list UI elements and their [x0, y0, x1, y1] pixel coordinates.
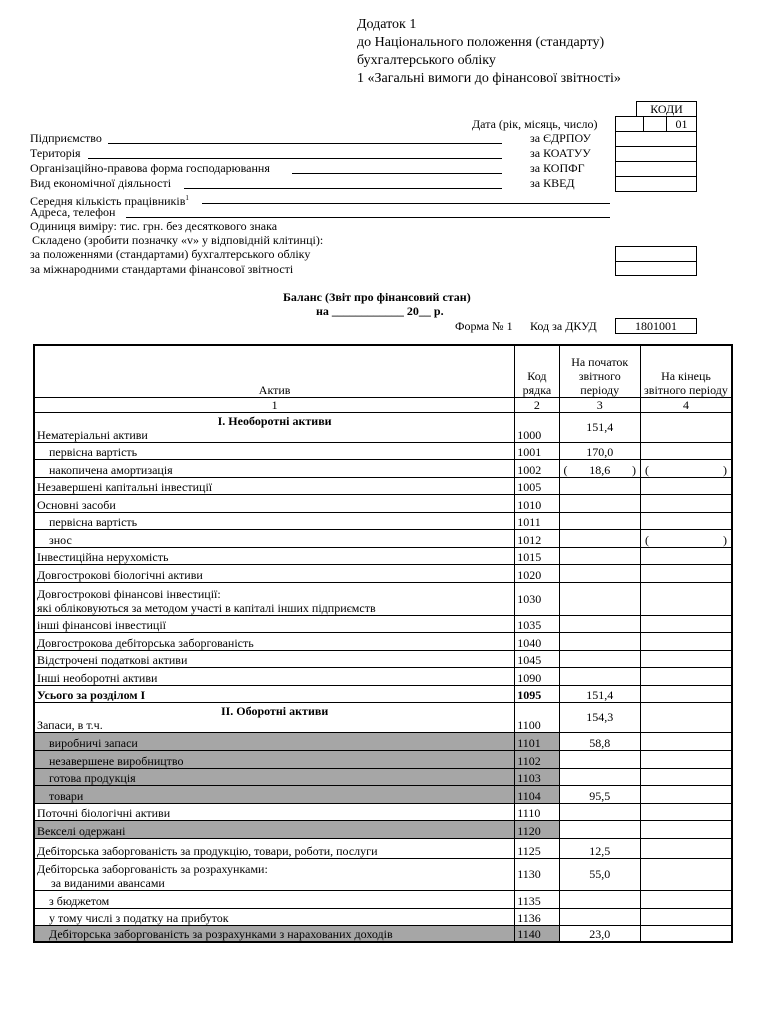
form-number: Форма № 1	[455, 319, 513, 333]
row-code: 1000	[515, 412, 559, 442]
row-code: 1095	[515, 685, 559, 702]
row-label: знос	[34, 529, 515, 547]
by-national-label: за положеннями (стандартами) бухгалтерського обліку	[30, 247, 311, 261]
row-start[interactable]	[559, 667, 640, 685]
table-row	[34, 925, 732, 942]
row-label: Інвестиційна нерухомість	[34, 547, 515, 564]
row-code: 1090	[515, 667, 559, 685]
row-end[interactable]	[640, 785, 732, 803]
row-code: 1101	[515, 732, 559, 750]
address-label: Адреса, телефон	[30, 205, 116, 219]
row-label: товари	[34, 785, 515, 803]
header-code: Код рядка	[515, 345, 559, 397]
row-code: 1012	[515, 529, 559, 547]
row-end[interactable]	[640, 494, 732, 512]
column-number-row	[34, 397, 732, 412]
row-end[interactable]	[640, 547, 732, 564]
row-label: з бюджетом	[34, 890, 515, 908]
table-row	[34, 582, 732, 615]
row-end[interactable]	[640, 820, 732, 838]
table-row	[34, 459, 732, 477]
header-end: На кінець звітного періоду	[640, 345, 732, 397]
row-end[interactable]	[640, 512, 732, 529]
row-code: 1010	[515, 494, 559, 512]
row-label: Дебіторська заборгованість за продукцію, товари, роботи, послуги	[34, 838, 515, 858]
close-paren: )	[631, 462, 636, 477]
header-asset: Актив	[34, 345, 515, 397]
row-label: Відстрочені податкові активи	[34, 650, 515, 667]
row-end[interactable]	[640, 750, 732, 768]
row-start[interactable]: 23,0	[559, 925, 640, 942]
balance-table	[33, 344, 733, 943]
legal-form-field[interactable]	[292, 173, 502, 174]
by-international-label: за міжнародними стандартами фінансової звітності	[30, 262, 294, 276]
row-start[interactable]: 55,0	[559, 858, 640, 890]
row-end[interactable]	[640, 442, 732, 459]
row-code: 1002	[515, 459, 559, 477]
colnum-1: 1	[34, 397, 515, 412]
row-label-line-2: за виданими авансами	[51, 875, 165, 890]
row-code: 1011	[515, 512, 559, 529]
annex-line-1: Додаток 1	[357, 17, 417, 32]
section-2-heading: ІІ. Оборотні активи	[220, 703, 329, 718]
row-label-line-1: Дебіторська заборгованість за розрахунками:	[37, 861, 268, 876]
edrpou-label: за ЄДРПОУ	[530, 131, 592, 145]
row-end[interactable]	[640, 582, 732, 615]
activity-field[interactable]	[184, 188, 502, 189]
row-start[interactable]	[559, 512, 640, 529]
row-start[interactable]	[559, 650, 640, 667]
table-row	[34, 785, 732, 803]
row-start[interactable]	[559, 564, 640, 582]
row-start[interactable]	[559, 768, 640, 785]
by-international-checkbox[interactable]	[615, 261, 697, 276]
employees-footnote: 1	[185, 194, 189, 202]
row-start[interactable]	[559, 477, 640, 494]
activity-label: Вид економічної діяльності	[30, 176, 172, 190]
row-label: Усього за розділом І	[34, 685, 515, 702]
open-paren: (	[644, 462, 649, 477]
row-start[interactable]	[559, 459, 640, 477]
row-label: Довгострокові біологічні активи	[34, 564, 515, 582]
row-end[interactable]	[640, 858, 732, 890]
row-label-text: Нематеріальні активи	[37, 427, 148, 442]
table-row	[34, 477, 732, 494]
codes-header: КОДИ	[636, 101, 697, 117]
row-end[interactable]	[640, 803, 732, 820]
row-start[interactable]: 151,4	[559, 685, 640, 702]
table-row	[34, 820, 732, 838]
row-label: у тому числі з податку на прибуток	[34, 908, 515, 925]
annex-line-4: 1 «Загальні вимоги до фінансової звітності»	[357, 71, 621, 86]
open-paren: (	[563, 462, 568, 477]
table-row	[34, 702, 732, 732]
row-code: 1104	[515, 785, 559, 803]
kved-label: за КВЕД	[530, 176, 575, 190]
row-code: 1103	[515, 768, 559, 785]
row-end[interactable]	[640, 412, 732, 442]
row-end[interactable]	[640, 685, 732, 702]
row-label: Векселі одержані	[34, 820, 515, 838]
row-code: 1125	[515, 838, 559, 858]
date-year-cell[interactable]	[615, 116, 644, 132]
row-code: 1135	[515, 890, 559, 908]
table-row	[34, 512, 732, 529]
table-row	[34, 803, 732, 820]
table-row	[34, 750, 732, 768]
dkud-label: Код за ДКУД	[530, 319, 597, 333]
row-label	[34, 582, 515, 615]
row-start[interactable]	[559, 615, 640, 632]
open-paren: (	[644, 532, 649, 547]
row-label: Основні засоби	[34, 494, 515, 512]
row-label-line-1: Довгострокові фінансові інвестиції:	[37, 586, 221, 601]
row-label	[34, 702, 515, 732]
row-code: 1030	[515, 582, 559, 615]
row-label: Довгострокова дебіторська заборгованість	[34, 632, 515, 650]
row-end[interactable]	[640, 615, 732, 632]
row-start[interactable]	[559, 494, 640, 512]
row-code: 1102	[515, 750, 559, 768]
row-label	[34, 858, 515, 890]
table-row	[34, 494, 732, 512]
row-end[interactable]	[640, 529, 732, 547]
row-label: виробничі запаси	[34, 732, 515, 750]
row-end[interactable]	[640, 667, 732, 685]
row-end[interactable]	[640, 838, 732, 858]
table-row	[34, 908, 732, 925]
row-end[interactable]	[640, 702, 732, 732]
table-row	[34, 615, 732, 632]
row-end[interactable]	[640, 890, 732, 908]
territory-field[interactable]	[88, 158, 502, 159]
row-label: Поточні біологічні активи	[34, 803, 515, 820]
table-row	[34, 632, 732, 650]
balance-date-line: на ____________ 20__ р.	[316, 304, 444, 318]
date-month-cell[interactable]	[643, 116, 667, 132]
edrpou-code-cell[interactable]	[615, 131, 697, 147]
kopfg-label: за КОПФГ	[530, 161, 585, 175]
row-label: первісна вартість	[34, 512, 515, 529]
row-label-text: Запаси, в т.ч.	[37, 717, 103, 732]
kved-code-cell[interactable]	[615, 176, 697, 192]
row-end[interactable]	[640, 650, 732, 667]
date-label: Дата (рік, місяць, число)	[472, 117, 598, 131]
table-row	[34, 564, 732, 582]
unit-label: Одиниця виміру: тис. грн. без десяткового знака	[30, 219, 278, 233]
row-start[interactable]	[559, 529, 640, 547]
compiled-label: Складено (зробити позначку «v» у відповідній клітинці):	[32, 233, 324, 247]
table-row-total	[34, 685, 732, 702]
row-start[interactable]: 170,0	[559, 442, 640, 459]
row-end[interactable]	[640, 564, 732, 582]
row-end[interactable]	[640, 459, 732, 477]
date-day-cell[interactable]: 01	[666, 116, 697, 132]
close-paren: )	[722, 462, 727, 477]
colnum-4: 4	[640, 397, 732, 412]
dkud-code: 1801001	[615, 318, 697, 334]
row-code: 1136	[515, 908, 559, 925]
table-row	[34, 732, 732, 750]
address-field[interactable]	[126, 217, 610, 218]
table-row	[34, 547, 732, 564]
row-label: первісна вартість	[34, 442, 515, 459]
row-code: 1005	[515, 477, 559, 494]
row-start[interactable]	[559, 803, 640, 820]
row-code: 1130	[515, 858, 559, 890]
row-code: 1035	[515, 615, 559, 632]
row-label: Незавершені капітальні інвестиції	[34, 477, 515, 494]
annex-line-3: бухгалтерського обліку	[357, 53, 496, 68]
employees-text: Середня кількість працівників	[30, 194, 186, 208]
table-header-row	[34, 345, 732, 397]
table-row	[34, 442, 732, 459]
row-end[interactable]	[640, 732, 732, 750]
row-start[interactable]: 95,5	[559, 785, 640, 803]
row-code: 1015	[515, 547, 559, 564]
row-label: Дебіторська заборгованість за розрахунками з нарахованих доходів	[34, 925, 515, 942]
table-row	[34, 890, 732, 908]
table-row	[34, 858, 732, 890]
row-code: 1120	[515, 820, 559, 838]
row-start[interactable]	[559, 908, 640, 925]
row-code: 1140	[515, 925, 559, 942]
annex-header	[357, 16, 621, 88]
row-end[interactable]	[640, 632, 732, 650]
row-start[interactable]	[559, 820, 640, 838]
row-code: 1001	[515, 442, 559, 459]
header-start: На початок звітного періоду	[559, 345, 640, 397]
row-start[interactable]	[559, 750, 640, 768]
row-code: 1040	[515, 632, 559, 650]
row-start-value: 18,6	[589, 462, 611, 477]
colnum-3: 3	[559, 397, 640, 412]
table-row	[34, 529, 732, 547]
by-national-checkbox[interactable]	[615, 246, 697, 262]
table-row	[34, 412, 732, 442]
row-code: 1020	[515, 564, 559, 582]
territory-label: Територія	[30, 146, 81, 160]
koatuu-code-cell[interactable]	[615, 146, 697, 162]
row-label: Інші необоротні активи	[34, 667, 515, 685]
kopfg-code-cell[interactable]	[615, 161, 697, 177]
enterprise-label: Підприємство	[30, 131, 102, 145]
row-start[interactable]: 154,3	[559, 702, 640, 732]
row-start[interactable]: 151,4	[559, 412, 640, 442]
row-label: інші фінансові інвестиції	[34, 615, 515, 632]
row-label	[34, 412, 515, 442]
row-start[interactable]	[559, 582, 640, 615]
row-start[interactable]	[559, 890, 640, 908]
balance-title: Баланс (Звіт про фінансовий стан)	[283, 290, 471, 304]
close-paren: )	[722, 532, 727, 547]
row-end[interactable]	[640, 925, 732, 942]
row-label: готова продукція	[34, 768, 515, 785]
row-end[interactable]	[640, 477, 732, 494]
annex-line-2: до Національного положення (стандарту)	[357, 35, 605, 50]
section-1-heading: І. Необоротні активи	[217, 413, 332, 428]
legal-form-label: Організаційно-правова форма господарювання	[30, 161, 270, 175]
enterprise-field[interactable]	[108, 143, 502, 144]
row-code: 1110	[515, 803, 559, 820]
table-row	[34, 667, 732, 685]
row-end[interactable]	[640, 908, 732, 925]
row-start[interactable]: 12,5	[559, 838, 640, 858]
row-label-line-2: які обліковуються за методом участі в капіталі інших підприємств	[37, 600, 376, 615]
row-start[interactable]: 58,8	[559, 732, 640, 750]
row-code: 1045	[515, 650, 559, 667]
row-code: 1100	[515, 702, 559, 732]
employees-field[interactable]	[202, 203, 610, 204]
row-label: незавершене виробництво	[34, 750, 515, 768]
table-row	[34, 838, 732, 858]
koatuu-label: за КОАТУУ	[530, 146, 591, 160]
table-row	[34, 650, 732, 667]
row-label: накопичена амортизація	[34, 459, 515, 477]
row-start[interactable]	[559, 547, 640, 564]
colnum-2: 2	[515, 397, 559, 412]
table-row	[34, 768, 732, 785]
row-end[interactable]	[640, 768, 732, 785]
row-start[interactable]	[559, 632, 640, 650]
